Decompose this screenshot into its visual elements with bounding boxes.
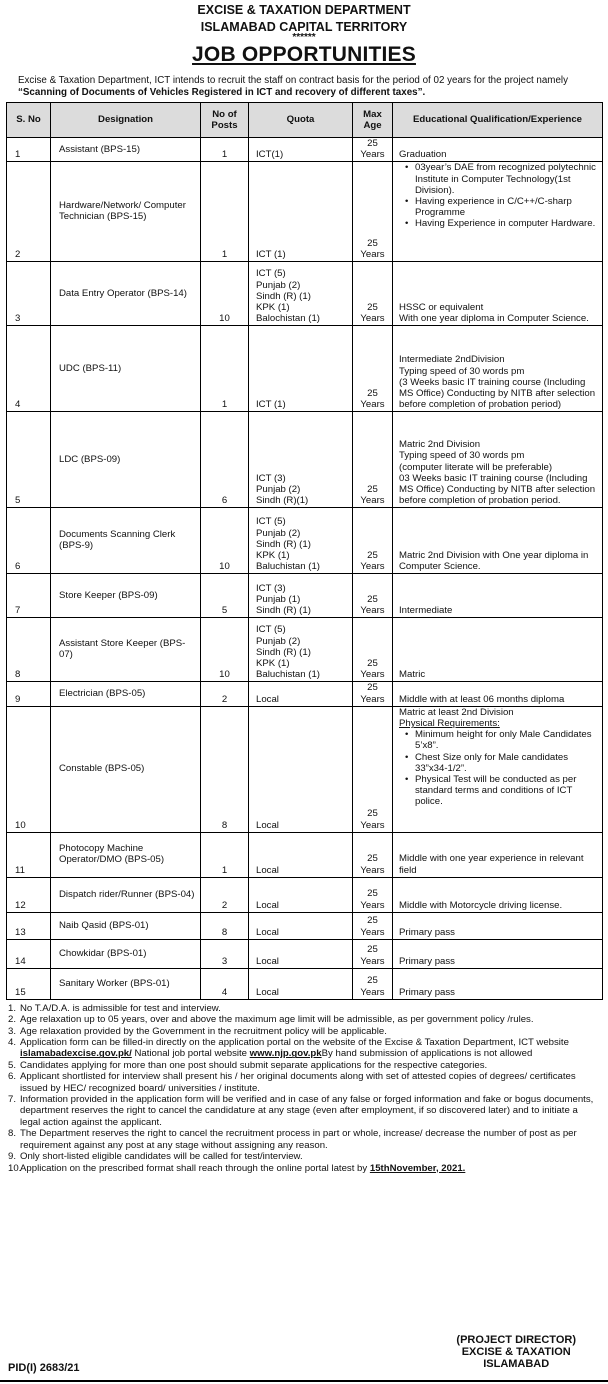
row-qualification — [393, 618, 603, 682]
qualification-line: Matric — [399, 669, 426, 681]
note-text — [20, 1026, 387, 1037]
qualification-line: Matric 2nd Division — [399, 439, 481, 451]
note-fragment: Application form can be filled-in directly on the application portal on the website of the Excise & Taxation Department, ICT website — [20, 1037, 569, 1049]
note-fragment: Information provided in the application form will be verified and in case of any false or forged information and fake or bogus documents, department reserves the right to cancel the candidature at any stage (even after employment, if so discovered later) and to initiate a legal action against the applicant. — [20, 1094, 594, 1128]
row-quota — [249, 574, 353, 618]
note-emphasis[interactable]: islamabadexcise.gov.pk/ — [20, 1048, 132, 1060]
qualification-line: (computer literate will be preferable) — [399, 461, 553, 473]
age-line: 25 — [367, 302, 378, 313]
quota-line: ICT (5) — [256, 624, 286, 636]
row-sno: 10 — [7, 706, 51, 832]
quota-line: Local — [256, 955, 279, 967]
age-line: 25 — [367, 550, 378, 561]
quota-line: Local — [256, 693, 279, 705]
row-sno: 6 — [7, 508, 51, 574]
row-designation: Data Entry Operator (BPS-14) — [51, 262, 201, 326]
note-number: 6. — [8, 1071, 17, 1083]
row-qualification — [393, 574, 603, 618]
age-line: 25 — [367, 594, 378, 605]
row-qualification — [393, 706, 603, 832]
territory-name: ISLAMABAD CAPITAL TERRITORY — [200, 20, 408, 34]
age-line: Years — [360, 399, 385, 411]
table-row — [7, 877, 603, 912]
note-number: 3. — [8, 1025, 17, 1037]
age-line: Years — [360, 561, 385, 573]
note-number: 10. — [8, 1162, 22, 1174]
note-fragment: Only short-listed eligible candidates will be called for test/interview. — [20, 1151, 303, 1163]
qualification-line: Matric at least 2nd Division — [399, 706, 514, 718]
quota-line: Baluchistan (1) — [256, 561, 320, 573]
quota-line: ICT(1) — [256, 149, 284, 161]
header-posts: No of Posts — [201, 103, 249, 138]
qualification-line: Primary pass — [399, 926, 455, 938]
table-row — [7, 162, 603, 262]
pid-number: PID(I) 2683/21 — [8, 1362, 80, 1374]
table-row — [7, 968, 603, 999]
qualification-line: Matric 2nd Division with One year diploma in Computer Science. — [399, 550, 589, 573]
qualification-line: 03 Weeks basic IT training course (Including MS Office) Conducting by NITB after selection before completion of probation period. — [399, 472, 596, 507]
row-qualification — [393, 326, 603, 412]
row-max-age — [353, 162, 393, 262]
qualification-line: Graduation — [399, 149, 447, 161]
row-posts: 6 — [201, 412, 249, 508]
age-line: Years — [360, 149, 385, 161]
row-sno: 8 — [7, 618, 51, 682]
age-line: Years — [360, 313, 385, 325]
quota-line: Sindh (R) (1) — [256, 290, 311, 302]
quota-line: ICT (5) — [256, 516, 286, 528]
age-line: 25 — [367, 238, 378, 249]
department-name: EXCISE & TAXATION DEPARTMENT — [197, 3, 411, 17]
age-line: Years — [360, 693, 385, 705]
row-posts: 10 — [201, 618, 249, 682]
qualification-line: HSSC or equivalent — [399, 302, 484, 313]
row-designation: Constable (BPS-05) — [51, 706, 201, 832]
row-qualification — [393, 412, 603, 508]
age-line: 25 — [367, 138, 378, 149]
table-row — [7, 832, 603, 877]
age-line: 25 Years — [360, 853, 385, 876]
bottom-rule — [0, 1380, 608, 1382]
quota-line: ICT (3) — [256, 472, 286, 484]
row-quota — [249, 877, 353, 912]
quota-line: Local — [256, 864, 279, 876]
project-name: “Scanning of Documents of Vehicles Registered in ICT and recovery of different taxes”. — [18, 86, 426, 98]
note-text — [20, 1151, 303, 1162]
advert-header — [0, 4, 608, 67]
notes-list — [8, 1003, 600, 1174]
quota-line: Punjab (2) — [256, 527, 301, 539]
note-fragment: Age relaxation provided by the Government in the recruitment policy will be applicable. — [20, 1025, 387, 1037]
row-posts: 8 — [201, 912, 249, 939]
row-designation: Electrician (BPS-05) — [51, 682, 201, 706]
row-max-age — [353, 912, 393, 939]
row-posts: 8 — [201, 706, 249, 832]
note-fragment: The Department reserves the right to cancel the recruitment process in part or whole, increase/ decrease the number of post as per requirement against any post at any stage without assigning any reason. — [20, 1128, 577, 1151]
table-row — [7, 912, 603, 939]
note-text — [20, 1060, 487, 1071]
quota-line: Punjab (1) — [256, 594, 301, 605]
quota-line: Local — [256, 819, 279, 831]
age-line: Years — [360, 249, 385, 261]
table-row — [7, 706, 603, 832]
row-designation: Store Keeper (BPS-09) — [51, 574, 201, 618]
qualification-bullet: • Physical Test will be conducted as per standard terms and conditions of ICT police. — [399, 774, 599, 808]
row-qualification — [393, 262, 603, 326]
row-sno: 7 — [7, 574, 51, 618]
age-line: Years — [360, 669, 385, 681]
note-item — [8, 1163, 600, 1174]
age-line: Years — [360, 605, 385, 617]
row-designation: Naib Qasid (BPS-01) — [51, 912, 201, 939]
note-fragment: National job portal website — [131, 1048, 250, 1060]
row-quota — [249, 706, 353, 832]
row-qualification — [393, 138, 603, 162]
qualification-line: Physical Requirements: — [399, 718, 500, 730]
note-number: 5. — [8, 1059, 17, 1071]
quota-line: Local — [256, 926, 279, 938]
row-sno: 14 — [7, 939, 51, 968]
qualification-bullet: • Minimum height for only Male Candidates 5’x8”. — [399, 729, 599, 751]
row-designation: Assistant Store Keeper (BPS-07) — [51, 618, 201, 682]
quota-line: Local — [256, 899, 279, 911]
table-header-row — [7, 103, 603, 138]
header-quota: Quota — [249, 103, 353, 138]
row-posts: 1 — [201, 162, 249, 262]
note-text — [20, 1163, 465, 1174]
note-item — [8, 1060, 600, 1071]
row-posts: 4 — [201, 968, 249, 999]
jobs-table — [6, 102, 603, 1000]
row-quota — [249, 262, 353, 326]
row-designation: Photocopy Machine Operator/DMO (BPS-05) — [51, 832, 201, 877]
row-sno: 9 — [7, 682, 51, 706]
row-qualification — [393, 162, 603, 262]
qualification-line: Middle with one year experience in relevant field — [399, 853, 584, 876]
note-text — [20, 1071, 600, 1094]
note-emphasis[interactable]: www.njp.gov.pk — [249, 1048, 322, 1060]
table-row — [7, 939, 603, 968]
age-line: 25 Years — [360, 915, 385, 938]
table-row — [7, 138, 603, 162]
qualification-line: Intermediate 2ndDivision — [399, 354, 505, 366]
row-posts: 2 — [201, 877, 249, 912]
signatory-city: ISLAMABAD — [483, 1358, 550, 1370]
row-quota — [249, 912, 353, 939]
quota-line: Sindh (R)(1) — [256, 495, 309, 507]
row-sno: 12 — [7, 877, 51, 912]
quota-line: ICT (5) — [256, 268, 286, 280]
row-qualification — [393, 939, 603, 968]
row-sno: 11 — [7, 832, 51, 877]
note-fragment: By hand submission of applications is not allowed — [321, 1048, 533, 1060]
note-text — [20, 1128, 600, 1151]
row-max-age — [353, 508, 393, 574]
qualification-line: Middle with at least 06 months diploma — [399, 693, 565, 705]
row-quota — [249, 508, 353, 574]
quota-line: Sindh (R) (1) — [256, 538, 311, 550]
note-number: 7. — [8, 1094, 17, 1106]
row-quota — [249, 326, 353, 412]
separator-stars: ****** — [292, 32, 316, 43]
row-posts: 1 — [201, 832, 249, 877]
note-number: 2. — [8, 1014, 17, 1026]
quota-line: Balochistan (1) — [256, 313, 320, 325]
note-text — [20, 1037, 600, 1060]
qualification-line: Middle with Motorcycle driving license. — [399, 899, 563, 911]
row-quota — [249, 832, 353, 877]
qualification-line: Primary pass — [399, 986, 455, 998]
row-posts: 10 — [201, 262, 249, 326]
quota-line: ICT (3) — [256, 582, 286, 594]
row-designation: Chowkidar (BPS-01) — [51, 939, 201, 968]
qualification-bullet: • 03year’s DAE from recognized polytechnic Institute in Computer Technology(1st Division). — [399, 162, 599, 196]
row-sno: 2 — [7, 162, 51, 262]
header-designation: Designation — [51, 103, 201, 138]
row-sno: 13 — [7, 912, 51, 939]
row-qualification — [393, 968, 603, 999]
row-posts: 3 — [201, 939, 249, 968]
row-quota — [249, 138, 353, 162]
age-line: 25 — [367, 484, 378, 495]
note-item — [8, 1026, 600, 1037]
row-quota — [249, 939, 353, 968]
row-qualification — [393, 912, 603, 939]
row-max-age — [353, 262, 393, 326]
qualification-bullet: • Having Experience in computer Hardware. — [399, 218, 599, 229]
qualification-line: Primary pass — [399, 955, 455, 967]
row-max-age — [353, 968, 393, 999]
row-designation: Dispatch rider/Runner (BPS-04) — [51, 877, 201, 912]
qualification-bullet: • Chest Size only for Male candidates 33”x34-1/2”. — [399, 752, 599, 774]
table-row — [7, 618, 603, 682]
table-row — [7, 412, 603, 508]
row-qualification — [393, 832, 603, 877]
note-item — [8, 1094, 600, 1128]
quota-line: KPK (1) — [256, 550, 290, 561]
row-posts: 1 — [201, 326, 249, 412]
row-max-age — [353, 832, 393, 877]
signature-block — [456, 1334, 576, 1370]
qualification-line: (3 Weeks basic IT training course (Including MS Office) Conducting by NITB after selection before completion of probation period) — [399, 376, 596, 411]
row-max-age — [353, 682, 393, 706]
quota-line: Punjab (2) — [256, 635, 301, 647]
quota-line: Baluchistan (1) — [256, 669, 320, 681]
intro-text: Excise & Taxation Department, ICT intends to recruit the staff on contract basis for the period of 02 years for the project namely — [18, 75, 568, 86]
note-fragment: Age relaxation up to 05 years, over and above the maximum age limit will be admissible, as per government policy /rules. — [20, 1014, 534, 1026]
row-designation: Hardware/Network/ Computer Technician (BPS-15) — [51, 162, 201, 262]
qualification-line: Intermediate — [399, 605, 453, 617]
row-posts: 1 — [201, 138, 249, 162]
qualification-line: Typing speed of 30 words pm — [399, 365, 525, 377]
note-number: 9. — [8, 1151, 17, 1163]
qualification-line: With one year diploma in Computer Science. — [399, 313, 589, 325]
note-item — [8, 1037, 600, 1060]
age-line: Years — [360, 495, 385, 507]
note-fragment: No T.A/D.A. is admissible for test and interview. — [20, 1002, 221, 1014]
row-sno: 3 — [7, 262, 51, 326]
signatory-dept: EXCISE & TAXATION — [461, 1346, 571, 1358]
age-line: 25 Years — [360, 808, 385, 831]
header-qualification: Educational Qualification/Experience — [393, 103, 603, 138]
note-item — [8, 1014, 600, 1025]
row-quota — [249, 162, 353, 262]
table-row — [7, 682, 603, 706]
row-quota — [249, 682, 353, 706]
quota-line: Local — [256, 986, 279, 998]
row-max-age — [353, 618, 393, 682]
quota-line: Punjab (2) — [256, 279, 301, 291]
table-row — [7, 508, 603, 574]
qualification-line: Typing speed of 30 words pm — [399, 450, 525, 462]
row-quota — [249, 618, 353, 682]
note-text — [20, 1014, 534, 1025]
row-designation: Documents Scanning Clerk (BPS-9) — [51, 508, 201, 574]
note-fragment: Application on the prescribed format shall reach through the online portal latest by — [20, 1162, 370, 1174]
qualification-bullet: • Having experience in C/C++/C-sharp Programme — [399, 196, 599, 218]
header-sno: S. No — [7, 103, 51, 138]
row-quota — [249, 968, 353, 999]
row-sno: 4 — [7, 326, 51, 412]
note-fragment: Applicant shortlisted for interview shall present his / her original documents along with set of attested copies of degrees/ certificates issued by HEC/ recognized board/ universities / institute. — [20, 1071, 576, 1094]
row-sno: 1 — [7, 138, 51, 162]
note-item — [8, 1128, 600, 1151]
row-quota — [249, 412, 353, 508]
table-row — [7, 574, 603, 618]
row-qualification — [393, 682, 603, 706]
table-row — [7, 326, 603, 412]
row-posts: 2 — [201, 682, 249, 706]
row-sno: 15 — [7, 968, 51, 999]
age-line: 25 — [367, 682, 378, 694]
row-max-age — [353, 326, 393, 412]
row-max-age — [353, 574, 393, 618]
note-item — [8, 1071, 600, 1094]
row-max-age — [353, 412, 393, 508]
row-designation: UDC (BPS-11) — [51, 326, 201, 412]
age-line: 25 — [367, 388, 378, 399]
age-line: 25 Years — [360, 944, 385, 967]
table-row — [7, 262, 603, 326]
row-qualification — [393, 508, 603, 574]
age-line: 25 Years — [360, 888, 385, 911]
quota-line: Punjab (2) — [256, 484, 301, 495]
row-posts: 5 — [201, 574, 249, 618]
age-line: 25 Years — [360, 975, 385, 998]
quota-line: Sindh (R) (1) — [256, 605, 311, 617]
row-posts: 10 — [201, 508, 249, 574]
row-max-age — [353, 939, 393, 968]
row-designation: Assistant (BPS-15) — [51, 138, 201, 162]
row-sno: 5 — [7, 412, 51, 508]
note-number: 1. — [8, 1002, 17, 1014]
row-max-age — [353, 877, 393, 912]
quota-line: KPK (1) — [256, 658, 290, 669]
row-max-age — [353, 706, 393, 832]
note-emphasis: 15thNovember, 2021. — [369, 1162, 466, 1174]
note-item — [8, 1003, 600, 1014]
age-line: 25 — [367, 658, 378, 669]
note-item — [8, 1151, 600, 1162]
quota-line: ICT (1) — [256, 249, 286, 261]
quota-line: ICT (1) — [256, 399, 286, 411]
row-max-age — [353, 138, 393, 162]
jobs-table-body — [7, 138, 603, 1000]
note-number: 8. — [8, 1128, 17, 1140]
row-qualification — [393, 877, 603, 912]
note-fragment: Candidates applying for more than one post should submit separate applications for the respective categories. — [20, 1059, 488, 1071]
quota-line: Sindh (R) (1) — [256, 646, 311, 658]
row-designation: Sanitary Worker (BPS-01) — [51, 968, 201, 999]
row-designation: LDC (BPS-09) — [51, 412, 201, 508]
note-text — [20, 1003, 221, 1014]
header-max-age: Max Age — [353, 103, 393, 138]
note-number: 4. — [8, 1037, 17, 1049]
signatory-title: (PROJECT DIRECTOR) — [456, 1334, 576, 1346]
note-text — [20, 1094, 600, 1128]
page-title: JOB OPPORTUNITIES — [192, 43, 416, 66]
quota-line: KPK (1) — [256, 302, 290, 313]
intro-paragraph — [18, 75, 598, 98]
